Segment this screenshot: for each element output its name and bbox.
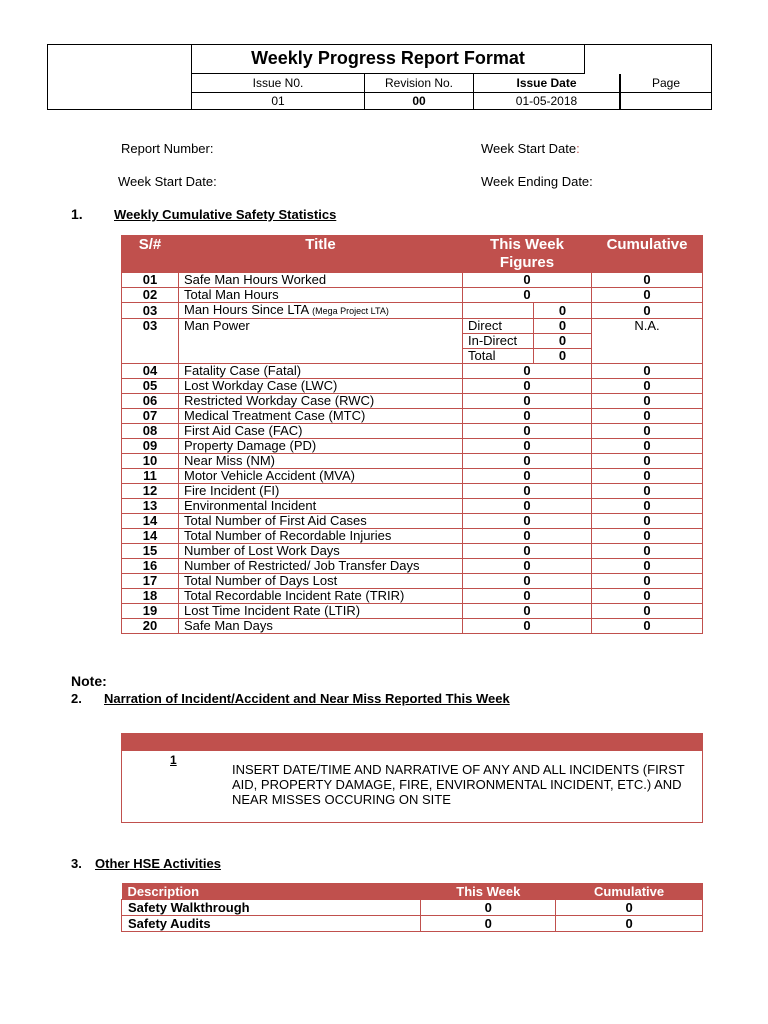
table-row: 04 Fatality Case (Fatal) 0 0 xyxy=(122,364,703,379)
table-row: 07 Medical Treatment Case (MTC) 0 0 xyxy=(122,409,703,424)
page-label: Page xyxy=(620,74,711,93)
hse-col-description: Description xyxy=(122,883,421,900)
col-cumulative: Cumulative xyxy=(592,236,703,273)
table-row: Safety Walkthrough 0 0 xyxy=(122,900,703,916)
table-row: 02 Total Man Hours 0 0 xyxy=(122,288,703,303)
revision-no-value: 00 xyxy=(365,93,474,110)
week-ending-date-label: Week Ending Date: xyxy=(481,174,593,189)
col-title: Title xyxy=(179,236,463,273)
table-row-manpower-total: Total 0 xyxy=(122,349,703,364)
document-title: Weekly Progress Report Format xyxy=(192,45,585,74)
table-row: 05 Lost Workday Case (LWC) 0 0 xyxy=(122,379,703,394)
week-start-date-label: Week Start Date: xyxy=(481,141,580,156)
logo-placeholder xyxy=(48,45,192,109)
hse-header-row xyxy=(122,883,703,900)
narration-item-number: 1 xyxy=(170,753,177,767)
page-value xyxy=(620,93,711,110)
table-row: 14 Total Number of Recordable Injuries 0 0 xyxy=(122,529,703,544)
section2-number: 2. xyxy=(71,691,82,706)
hse-activities-table xyxy=(121,883,703,932)
hse-col-cumulative: Cumulative xyxy=(556,883,703,900)
issue-date-label: Issue Date xyxy=(474,74,620,93)
table-row-manpower-indirect: In-Direct 0 xyxy=(122,334,703,349)
table-row: 13 Environmental Incident 0 0 xyxy=(122,499,703,514)
report-number-label: Report Number: xyxy=(121,141,214,156)
col-sn: S/# xyxy=(122,236,179,273)
table-row: Safety Audits 0 0 xyxy=(122,916,703,932)
section1-title: Weekly Cumulative Safety Statistics xyxy=(114,207,337,222)
table-row: 09 Property Damage (PD) 0 0 xyxy=(122,439,703,454)
table-row: 20 Safe Man Days 0 0 xyxy=(122,619,703,634)
section3-number: 3. xyxy=(71,856,82,871)
table-row: 17 Total Number of Days Lost 0 0 xyxy=(122,574,703,589)
issue-date-value: 01-05-2018 xyxy=(474,93,620,110)
table-row: 12 Fire Incident (FI) 0 0 xyxy=(122,484,703,499)
section3-title: Other HSE Activities xyxy=(95,856,221,871)
table-row: 01 Safe Man Hours Worked 0 0 xyxy=(122,273,703,288)
section2-title: Narration of Incident/Accident and Near Miss Reported This Week xyxy=(104,691,510,706)
issue-no-label: Issue N0. xyxy=(192,74,365,93)
table-row-manpower: 03 Man Power Direct 0 N.A. xyxy=(122,319,703,334)
table-row: 11 Motor Vehicle Accident (MVA) 0 0 xyxy=(122,469,703,484)
table-header-row xyxy=(122,236,703,273)
revision-no-label: Revision No. xyxy=(365,74,474,93)
issue-no-value: 01 xyxy=(192,93,365,110)
narration-item-text: INSERT DATE/TIME AND NARRATIVE OF ANY AND ALL INCIDENTS (FIRST AID, PROPERTY DAMAGE, FIRE, ENVIRONMENTAL INCIDENT, ETC.) AND NEAR MISSES OCCURING ON SITE xyxy=(232,762,685,807)
table-row: 15 Number of Lost Work Days 0 0 xyxy=(122,544,703,559)
table-row: 19 Lost Time Incident Rate (LTIR) 0 0 xyxy=(122,604,703,619)
table-row: 16 Number of Restricted/ Job Transfer Days 0 0 xyxy=(122,559,703,574)
narration-header-bar xyxy=(122,734,702,751)
blank-cell xyxy=(585,45,711,73)
section1-number: 1. xyxy=(71,206,83,222)
table-row: 10 Near Miss (NM) 0 0 xyxy=(122,454,703,469)
document-header xyxy=(47,44,712,110)
narration-box xyxy=(121,733,703,823)
hse-col-this-week: This Week xyxy=(421,883,556,900)
week-start-date-label-2: Week Start Date: xyxy=(118,174,217,189)
table-row: 14 Total Number of First Aid Cases 0 0 xyxy=(122,514,703,529)
table-row: 18 Total Recordable Incident Rate (TRIR) 0 0 xyxy=(122,589,703,604)
note-label: Note: xyxy=(71,673,107,689)
table-row: 06 Restricted Workday Case (RWC) 0 0 xyxy=(122,394,703,409)
safety-statistics-table xyxy=(121,235,703,634)
col-this-week: This Week Figures xyxy=(463,236,592,273)
table-row: 08 First Aid Case (FAC) 0 0 xyxy=(122,424,703,439)
table-row-lta: 03 Man Hours Since LTA (Mega Project LTA) 0 0 xyxy=(122,303,703,319)
